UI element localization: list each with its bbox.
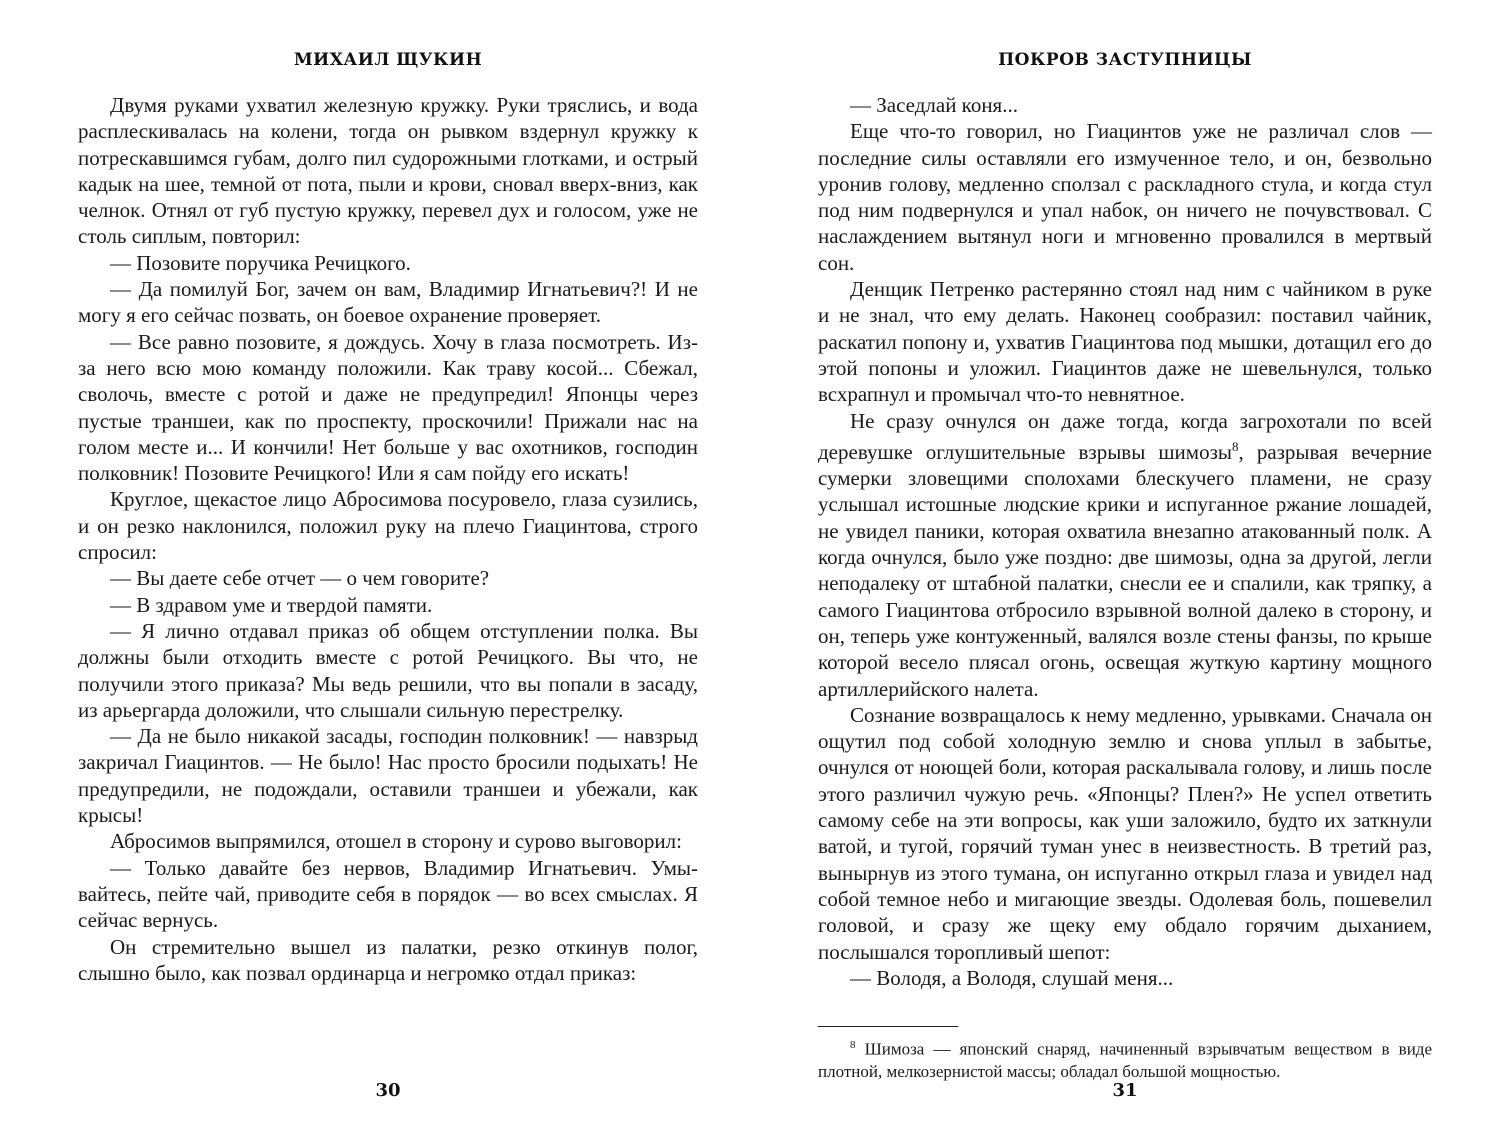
paragraph: — Володя, а Володя, слушай меня...: [850, 965, 1174, 990]
paragraph: Двумя руками ухватил железную кружку. Руки тряслись, и вода расплескивалась на колени, тогда он рывком вздернул кружку к потрескавшимся губам, долго пил судорожными глотками, и острый кадык на шее, темной от пота, пыли и крови, сновал вверх-вниз, как челнок. Отнял от губ пустую кружку, перевел дух и голосом, уже не столь сиплым, повторил:: [78, 93, 698, 249]
footnote: [818, 1034, 1432, 1083]
paragraph: — Позовите поручика Речицкого.: [110, 250, 411, 275]
text-run: Не сразу очнулся он даже тогда, когда загрохотали по всей деревушке оглушительные взрывы шимозы: [818, 408, 1432, 464]
running-head-title: ПОКРОВ ЗАСТУПНИЦЫ: [998, 50, 1252, 70]
paragraph: — Только давайте без нервов, Владимир Игнатьевич. Умывайтесь, пейте чай, приводите себя в порядок — во всех смыслах. Я сейчас вернусь.: [78, 855, 698, 933]
page-number-right: 31: [1112, 1080, 1138, 1101]
paragraph: — Заседлай коня...: [850, 93, 1018, 117]
footnote-reference: 8: [1232, 438, 1239, 454]
footnote-marker: 8: [850, 1039, 856, 1051]
paragraph: — Да не было никакой засады, господин полковник! — навзрыд закричал Гиацинтов. — Не было! Нас просто бросили подыхать! Не предупредили, не подождали, оставили траншеи и убежали, как крысы!: [78, 724, 698, 828]
paragraph: Абросимов выпрямился, отошел в сторону и сурово выговорил:: [110, 829, 682, 854]
text-run: , разрывая вечерние сумерки зловещими сполохами блескучего пламени, не сразу услышал истошные людские крики и испуганное ржание лошадей, не увидел паники, которая охватила внезапно атакованный полк. А когда очнулся, было уже поздно: две шимозы, одна за другой, легли неподалеку от штабной палатки, снесли ее и спалили, как тряпку, а самого Гиацинтова отбросило взрывной волной далеко в сторону, и он, теперь уже контуженный, валялся возле стены фанзы, по крыше которой весело плясал огонь, освещая жуткую картину мощного артиллерийского налета.: [818, 439, 1432, 701]
paragraph-with-footnote-ref: [818, 408, 1432, 702]
footnote-divider: [818, 1026, 958, 1027]
paragraph: Денщик Петренко растерянно стоял над ним с чайником в руке и не знал, что ему делать. Наконец сообразил: поставил чайник, раскатил попону и, ухватив Гиацинтова под мышки, дотащил его до этой попоны и уложил. Гиацинтов даже не шевельнулся, только всхрапнул и промычал что-то невнятное.: [818, 277, 1432, 407]
paragraph: Круглое, щекастое лицо Абросимова посуровело, глаза сузились, и он резко наклонился, положил руку на плечо Гиацинтова, строго спросил:: [78, 487, 698, 565]
page-number-left: 30: [375, 1080, 401, 1101]
paragraph: — Вы даете себе отчет — о чем говорите?: [110, 566, 490, 591]
left-page: [78, 0, 698, 1139]
paragraph: — Да помилуй Бог, зачем он вам, Владимир Игнатьевич?! И не могу я его сейчас позвать, он боевое охранение проверяет.: [78, 277, 698, 328]
footnote-paragraph: [818, 1034, 1432, 1083]
footnote-text: Шимоза — японский снаряд, начиненный взрывчатым веществом в виде плотной, мелкозернистой массы; обладал большой мощностью.: [818, 1039, 1432, 1081]
right-page-body: [818, 92, 1432, 991]
paragraph: Сознание возвращалось к нему медленно, урывками. Сначала он ощутил под собой холодную землю и снова уплыл в забытье, очнулся от ноющей боли, которая раскалывала голову, и лишь после этого различил чужую речь. «Японцы? Плен?» Не успел ответить самому себе на эти вопросы, как уши заложило, будто их заткнули ватой, и тугой, горячий туман унес в неизвестность. В третий раз, вынырнув из этого тумана, он испуганно открыл глаза и увидел над собой темное небо и мигающие звезды. Одолевая боль, пошевелил головой, и сразу же щеку ему обдало горячим дыханием, послышался торопливый шепот:: [818, 702, 1432, 964]
paragraph: Он стремительно вышел из палатки, резко откинув полог, слышно было, как позвал ординарца и негромко отдал приказ:: [78, 934, 698, 985]
paragraph: — Я лично отдавал приказ об общем отступлении полка. Вы должны были отходить вместе с ротой Речицкого. Вы что, не получили этого приказа? Мы ведь решили, что вы попали в засаду, из арьергарда доложили, что слышали сильную перестрелку.: [78, 618, 698, 722]
paragraph: Еще что-то говорил, но Гиацинтов уже не различал слов — последние силы оставляли его измученное тело, и он, безвольно уронив голову, медленно сползал с раскладного стула, и когда стул под ним подвернулся и упал набок, он ничего не почувствовал. С наслаждением вытянул ноги и мгновенно провалился в мертвый сон.: [818, 119, 1432, 275]
running-head-author: МИХАИЛ ЩУКИН: [293, 50, 483, 70]
right-page: [818, 0, 1432, 1139]
paragraph: — Все равно позовите, я дождусь. Хочу в глаза посмотреть. Из-за него всю мою команду положили. Как траву косой... Сбежал, сволочь, вместе с ротой и даже не предупредил! Японцы через пустые траншеи, как по проспекту, проскочили! Прижали нас на голом месте и... И кончили! Нет больше у вас охотников, господин полковник! Позовите Речицкого! Или я сам пойду его искать!: [78, 329, 698, 486]
paragraph: — В здравом уме и твердой памяти.: [110, 592, 433, 617]
left-page-body: [78, 92, 698, 986]
